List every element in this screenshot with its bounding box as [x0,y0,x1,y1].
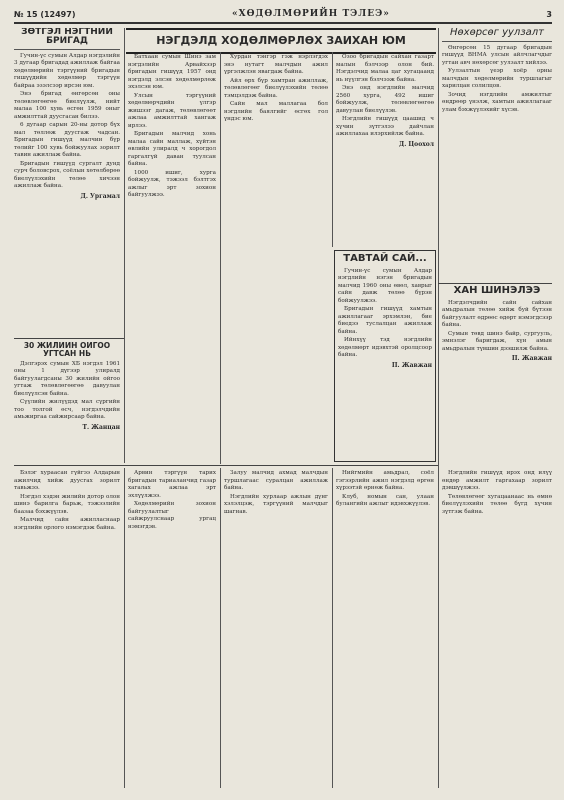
article-column-3: Хурдан тэнгэр гэж нэрлэгдэх энэ нутагт малчдын ажил үргэлжлэн явагдаж байна. Айл өрх бүр хамтран ажиллаж, төлөвлөгөөг биелүүлэхийн төлөө тэмцэлдэж байна. Сайн мал маллагаа бол нэгдлийн баялгийг өсгөх гол үндэс юм. [224,54,328,122]
article-brigade [14,28,120,336]
issue-number: № 15 (12497) [14,9,76,19]
article-brigade-title: ЗӨТГЭЛ НЭГТНИЙ БРИГАД [14,28,120,50]
article-brigade-signature: Д. Ургамал [80,192,120,200]
article-han-shinelee-signature: П. Жавжан [511,355,552,362]
article-anniversary: 30 ЖИЛИЙН ОЙГОО УГТСАН НЬ Дэлгэрэх сумын ХБ нэгдэл 1961 оны 1 дүгээр улиралд байгуулагдсаны 30 жилийн ойгоо угтаж төлөвлөгөөгөө давуулан биелүүлсэн байна. Сүүлийн жилүүдэд мал сүргийн тоо толгой өсч, нэгдэлчдийн амьжиргаа сайжирсаар байна. Т. Жанцан [14,342,120,431]
article-bottom-4: Нийгмийн амьдрал, соёл гэгээрлийн ажил нэгдэлд өргөн хүрээтэй өрнөж байна. Клуб, номын сан, улаан булангийн ажлыг идэвхжүүлэв. [336,470,434,507]
article-bottom-5: Нэгдлийн гишүүд ирэх онд илүү өндөр амжилт гаргахаар зорилт дэвшүүлжээ. Төлөвлөгөөг хугацаанаас нь өмнө биелүүлэхийн төлөө бүгд хүчин зүтгэж байна. [442,470,552,515]
article-tavtai-box: ТАВТАЙ САЙ... Гучин-үс сумын Алдар нэгдлийн нэгэн бригадын малчид 1960 оны өвөл, хаврыг сайн давж төлөө бүрэн бойжуулжээ. Бригадын гишүүд хамтын ажиллагааг эрхэмлэн, бие биедээ туслалцан ажиллаж байна. Ийнхүү тэд нэгдлийн хөдөлмөрт идэвхтэй оролцсоор байна. П. Жавжан [334,250,436,462]
article-anniversary-title: 30 ЖИЛИЙН ОЙГОО УГТСАН НЬ [23,342,111,358]
article-meeting-title: Нөхөрсөг уулзалт [442,28,552,42]
banner-headline: НЭГДЭЛД ХОДӨЛМӨРЛӨХ ЗАИХАН ЮМ [126,28,436,54]
article-bottom-2: Арвин тэргүүн тарих бригадын тариаланчид газар хагалах ажлаа эрт эхлүүлжээ. Хөдөлмөрийн зохион байгуулалтыг сайжруулснаар ургац нэмэгдэв. [128,470,216,530]
article-han-shinelee-title: ХАН ШИНЭЛЭЭ [453,286,541,296]
article-bottom-3: Залуу малчид ахмад малчдын туршлагаас суралцан ажиллаж байна. Нэгдлийн хурлаар ажлын дүнг хэлэлцэж, тэргүүний малчдыг шагнав. [224,470,328,515]
article-meeting: Нөхөрсөг уулзалт Өнгөрсөн 15 дугаар бригадын гишүүд ВНМА улсын айлчлагчдыг угтан авч нөхөрсөг уулзалт хийлээ. Уулзалтын үеэр хоёр орны малчдын хөдөлмөрийн туршлагыг харилцан солилцов. Зочид нэгдлийн амжилтыг өндрөөр үнэлж, хамтын ажиллагааг улам бэхжүүлэхийг хүсэв. [442,28,552,113]
article-tavtai-signature: П. Жавжан [391,361,432,369]
article-anniversary-signature: Т. Жанцан [82,423,120,431]
newspaper-title: «ХӨДӨЛМӨРИЙН ТЭЛЕЭ» [231,9,390,19]
article-column-4-signature: Д. Цоохол [398,140,434,148]
page-number: 3 [546,9,552,19]
article-column-4: Озоо бригадын сайхан газарт малын бэлчээр олон бий. Нэгдэлчид малаа цаг хугацаанд нь нүүлгэн бэлчээж байна. Энэ онд нэгдлийн малчид 2560 хурга, 492 ишиг бойжуулж, төлөвлөгөөгөө давуулан биелүүлэв. Нэгдлийн гишүүд цаашид ч хүчин зүтгэлээ дайчлан ажиллахаа илэрхийлж байна. Д. Цоохол [336,54,434,148]
article-bottom-1: Бэлэг хураасан гүйгээ Алдарын ажилчид хийж дуусгах зорилт тавьжээ. Нэгдэл хэдэн жилийн дотор олон шинэ барилга барьж, тэжээлийн баазаа бэхжүүлэв. Малчид сайн ажилласнаар нэгдлийн орлого нэмэгдэж байна. [14,470,120,531]
page-body [14,28,552,788]
masthead [14,6,552,24]
article-han-shinelee: ХАН ШИНЭЛЭЭ Нэгдэлчдийн сайн сайхан амьдралын төлөө хийж буй бүтээн байгуулалт өдрөөс өдөрт нэмэгдсээр байна. Сумын төвд шинэ байр, сургууль, эмнэлэг баригдаж, хүн амын амьдралын түвшин дээшилж байна. П. Жавжан [442,286,552,362]
article-brigade-text: Гучин-үс сумын Алдар нэгдэлийн 3 дугаар бригадад ажиллаж байгаа хөдөлмөрийн тэргүүний бригадын гишүүдийн хөдөлмөр тэргүүн байраа эзэлсээр ирсэн юм. Энэ бригад өнгөрсөн оны төлөвлөгөөгөө биелүүлж, нийт малаа 100 хувь өсгөн 1959 оныг амжилттай дуусгасан билээ. 6 дугаар сарын 20-ны дотор бүх мал төллөж дуусгаж чадсан. Бригадын гишүүд малчин бүр төлийг 100 хувь бойжуулах зорилт тавин ажиллаж байна. Бригадын гишүүд сургалт дунд сурч боловсрох, соёлын хөтөлбөрөө биелүүлэхийн төлөө хичээн ажиллаж байна. [14,52,120,190]
article-column-2: Батхаан сумын Шинэ зам нэгдэлийн Арвайхээр бригадын гишүүд 1957 онд нэгдэлд элсэн хөдөлмөрлөж эхэлсэн юм. Улсын тэргүүний хөдөлмөрчдийн үлгэр жишээг дагаж, төлөвлөгөөт ажлаа амжилттай хангаж ирлээ. Бригадын малчид хонь малаа сайн маллаж, хүйтэн өвлийн улиралд ч хорогдол гаргалгүй даван туулсан байна. 1000 ишиг, хурга бойжуулж, тэжээл бэлтгэх ажлыг эрт зохион байгуулжээ. [128,54,216,198]
article-tavtai-title: ТАВТАЙ САЙ... [343,253,427,264]
